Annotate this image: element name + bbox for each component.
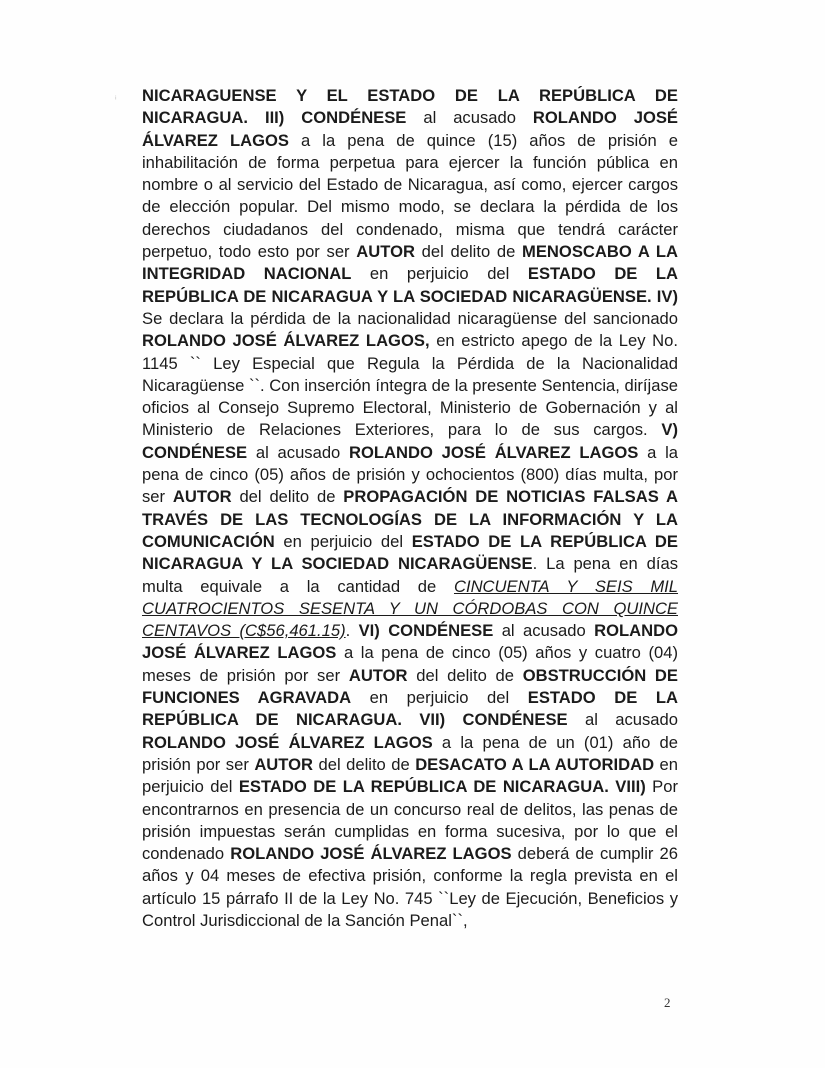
bold-text: VI) CONDÉNESE <box>358 621 494 641</box>
bold-text: ROLANDO JOSÉ ÁLVAREZ LAGOS <box>142 108 678 150</box>
body-text: al acusado <box>406 108 533 128</box>
body-text: en perjuicio del <box>351 688 528 708</box>
body-text: al acusado <box>493 621 595 641</box>
body-text: al acusado <box>247 442 350 462</box>
bold-text: AUTOR <box>348 665 408 685</box>
bold-text: ROLANDO JOSÉ ÁLVAREZ LAGOS, <box>142 331 430 351</box>
bold-text: AUTOR <box>356 242 415 262</box>
bold-text: AUTOR <box>172 487 232 507</box>
body-paragraph <box>142 85 678 932</box>
body-text: Por encontrarnos en presencia de un concurso real de delitos, las penas de prisión impuestas serán cumplidas en forma sucesiva, por lo que el condenado <box>142 777 678 864</box>
bold-text: ESTADO DE LA REPÚBLICA DE NICARAGUA Y LA SOCIEDAD NICARAGÜENSE. IV) <box>142 264 679 306</box>
bold-text: PROPAGACIÓN DE NOTICIAS FALSAS A TRAVÉS DE LAS TECNOLOGÍAS DE LA INFORMACIÓN Y LA COMUNICACIÓN <box>142 487 678 551</box>
bold-text: ROLANDO JOSÉ ÁLVAREZ LAGOS <box>349 442 639 462</box>
bold-text: ROLANDO JOSÉ ÁLVAREZ LAGOS <box>142 732 433 752</box>
body-text: en perjuicio del <box>351 264 528 284</box>
bold-text: AUTOR <box>254 754 314 774</box>
body-text: del delito de <box>407 665 523 685</box>
body-text: del delito de <box>414 242 523 262</box>
body-text: en perjuicio del <box>274 531 412 551</box>
body-text: a la pena de quince (15) años de prisión e inhabilitación de forma perpetua para ejercer la función pública en nombre o al servicio del Estado de Nicaragua, así como, ejercer cargos de elección popular. Del mismo modo, se declara la pérdida de los derechos ciudadanos del condenado, misma que tendrá carácter perpetuo, todo esto por ser <box>142 130 678 262</box>
bold-text: DESACATO A LA AUTORIDAD <box>415 754 655 774</box>
bold-text: MENOSCABO A LA INTEGRIDAD NACIONAL <box>142 242 678 284</box>
body-text: deberá de cumplir 26 años y 04 meses de efectiva prisión, conforme la regla prevista en el artículo 15 párrafo II de la Ley No. 745 ``Ley de Ejecución, Beneficios y Control Jurisdiccional de la Sanción Penal``, <box>142 844 678 930</box>
body-text: del delito de <box>313 754 416 774</box>
body-text: . <box>345 621 359 641</box>
underlined-amount: CINCUENTA Y SEIS MIL CUATROCIENTOS SESENTA Y UN CÓRDOBAS CON QUINCE CENTAVOS (C$56,461.15) <box>142 576 679 641</box>
body-text: . La pena en días multa equivale a la cantidad de <box>142 554 678 596</box>
bold-text: ROLANDO JOSÉ ÁLVAREZ LAGOS <box>142 621 678 663</box>
bold-text: OBSTRUCCIÓN DE FUNCIONES AGRAVADA <box>142 665 678 708</box>
body-text: en perjuicio del <box>142 754 679 797</box>
bold-text: ROLANDO JOSÉ ÁLVAREZ LAGOS <box>230 844 512 864</box>
body-text: a la pena de un (01) año de prisión por ser <box>142 732 678 774</box>
body-text: a la pena de cinco (05) años de prisión y ochocientos (800) días multa, por ser <box>142 442 678 507</box>
body-text: en estricto apego de la Ley No. 1145 `` Ley Especial que Regula la Pérdida de la Nacionalidad Nicaragüense ``. Con inserción íntegra de la presente Sentencia, diríjase oficios al Consejo Supremo Electoral, Ministerio de Gobernación y al Ministerio de Relaciones Exteriores, para lo de sus cargos. <box>142 331 678 440</box>
bold-text: ESTADO DE LA REPÚBLICA DE NICARAGUA Y LA SOCIEDAD NICARAGÜENSE <box>142 531 678 574</box>
bold-text: ESTADO DE LA REPÚBLICA DE NICARAGUA. VII) CONDÉNESE <box>142 688 678 730</box>
body-text: Se declara la pérdida de la nacionalidad nicaragüense del sancionado <box>142 308 678 328</box>
bold-text: NICARAGUENSE Y EL ESTADO DE LA REPÚBLICA DE NICARAGUA. III) CONDÉNESE <box>142 86 678 128</box>
bold-text: V) CONDÉNESE <box>142 420 678 462</box>
page-number: 2 <box>664 995 671 1010</box>
body-text: del delito de <box>231 487 344 507</box>
body-text: al acusado <box>567 710 678 730</box>
bold-text: ESTADO DE LA REPÚBLICA DE NICARAGUA. VIII) <box>238 777 646 797</box>
body-text: a la pena de cinco (05) años y cuatro (04) meses de prisión por ser <box>142 643 679 685</box>
margin-mark: ⁱ <box>115 94 117 104</box>
